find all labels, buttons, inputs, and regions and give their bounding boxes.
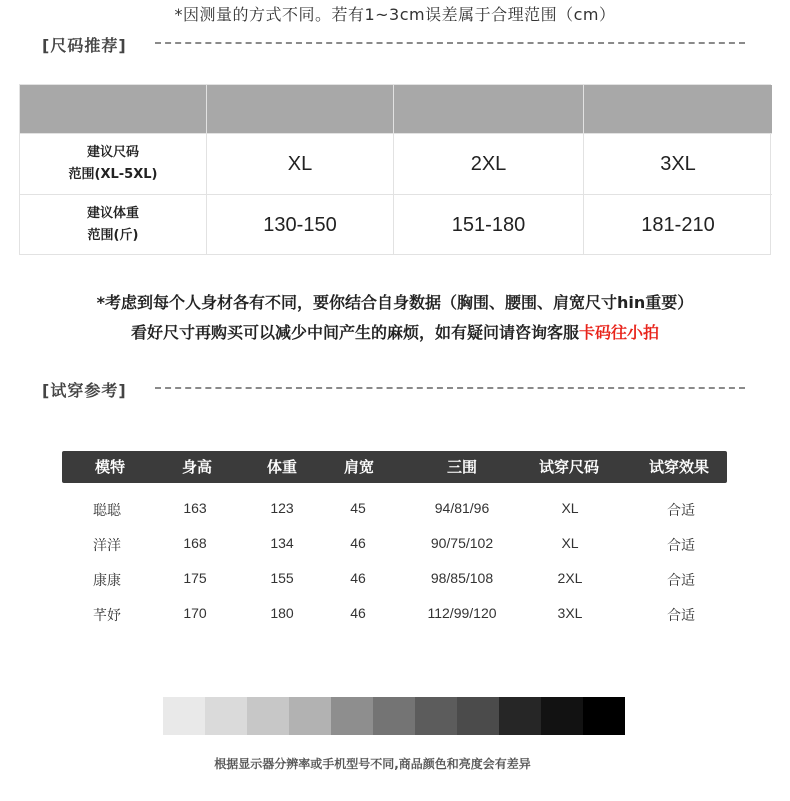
size-value: XL xyxy=(207,134,394,194)
gray-swatch xyxy=(415,697,457,735)
tryon-cell: 46 xyxy=(350,570,366,586)
tryon-cell: 168 xyxy=(183,535,207,551)
tryon-cell: XL xyxy=(561,500,579,516)
header-cell xyxy=(20,85,207,133)
gray-swatch xyxy=(247,697,289,735)
color-disclaimer: 根据显示器分辨率或手机型号不同,商品颜色和亮度会有差异 xyxy=(214,757,531,771)
tryon-cell: XL xyxy=(561,535,579,551)
tryon-cell: 90/75/102 xyxy=(430,535,494,551)
header-cell xyxy=(207,85,394,133)
column-header: 三围 xyxy=(446,458,477,476)
tryon-cell: 155 xyxy=(270,570,294,586)
gray-swatch xyxy=(583,697,625,735)
tryon-cell: 123 xyxy=(270,500,294,516)
weight-row xyxy=(20,194,772,255)
size-table-header xyxy=(20,85,772,133)
measurement-note: *因测量的方式不同。若有1~3cm误差属于合理范围（cm） xyxy=(174,5,616,24)
tryon-cell: 180 xyxy=(270,605,294,621)
weight-value: 181-210 xyxy=(641,213,715,236)
tryon-cell: 134 xyxy=(270,535,294,551)
tryon-cell: 合适 xyxy=(667,538,695,554)
tryon-cell: 聪聪 xyxy=(93,503,121,519)
row-label xyxy=(20,134,207,194)
tryon-cell: 康康 xyxy=(93,573,121,589)
gray-swatch xyxy=(205,697,247,735)
column-header: 试穿效果 xyxy=(648,458,709,476)
tryon-cell: 洋洋 xyxy=(93,538,121,554)
tryon-cell: 46 xyxy=(350,535,366,551)
size-value: 2XL xyxy=(394,134,584,194)
tryon-cell: 2XL xyxy=(557,570,583,586)
gray-swatch xyxy=(331,697,373,735)
dashed-divider xyxy=(155,387,745,389)
tryon-cell: 46 xyxy=(350,605,366,621)
weight-value: 130-150 xyxy=(207,195,394,255)
gray-swatch xyxy=(163,697,205,735)
tryon-cell: 芊妤 xyxy=(93,608,121,624)
tryon-cell: 170 xyxy=(183,605,207,621)
column-header: 模特 xyxy=(94,458,125,476)
header-cell xyxy=(394,85,584,133)
tryon-section-heading: [试穿参考] xyxy=(42,381,127,400)
row-label-line2: 范围(斤) xyxy=(87,228,139,243)
tryon-cell: 98/85/108 xyxy=(430,570,494,586)
row-label-line1: 建议体重 xyxy=(86,206,139,221)
tryon-cell: 45 xyxy=(350,500,366,516)
size-table xyxy=(19,84,771,255)
tryon-cell: 3XL xyxy=(557,605,583,621)
row-label xyxy=(20,195,207,255)
dashed-divider xyxy=(155,42,745,44)
tryon-cell: 94/81/96 xyxy=(434,500,490,516)
gray-swatch xyxy=(373,697,415,735)
column-header: 身高 xyxy=(181,458,212,476)
notice-line-1: *考虑到每个人身材各有不同，要你结合自身数据（胸围、腰围、肩宽尺寸hin重要） xyxy=(96,293,694,312)
size-value: 3XL xyxy=(660,152,696,175)
tryon-cell: 合适 xyxy=(667,573,695,589)
notice-line-2 xyxy=(0,320,790,343)
gray-swatch xyxy=(499,697,541,735)
row-label-line2: 范围(XL-5XL) xyxy=(68,167,158,182)
gray-swatch xyxy=(541,697,583,735)
tryon-cell: 163 xyxy=(183,500,207,516)
row-label-line1: 建议尺码 xyxy=(86,145,139,160)
notice-highlight: 卡码往小拍 xyxy=(579,323,660,342)
weight-value: 151-180 xyxy=(394,195,584,255)
gray-swatch xyxy=(289,697,331,735)
gray-swatch xyxy=(457,697,499,735)
header-cell xyxy=(584,85,772,133)
column-header: 肩宽 xyxy=(343,458,374,476)
notice-text: 看好尺寸再购买可以减少中间产生的麻烦，如有疑问请咨询客服 xyxy=(130,323,579,342)
size-row xyxy=(20,133,772,194)
size-section-heading: [尺码推荐] xyxy=(42,36,127,55)
tryon-cell: 合适 xyxy=(667,608,695,624)
tryon-table-header xyxy=(62,451,727,483)
tryon-cell: 112/99/120 xyxy=(427,605,497,621)
tryon-cell: 合适 xyxy=(667,503,695,519)
column-header: 试穿尺码 xyxy=(538,458,599,476)
column-header: 体重 xyxy=(266,458,297,476)
tryon-cell: 175 xyxy=(183,570,207,586)
